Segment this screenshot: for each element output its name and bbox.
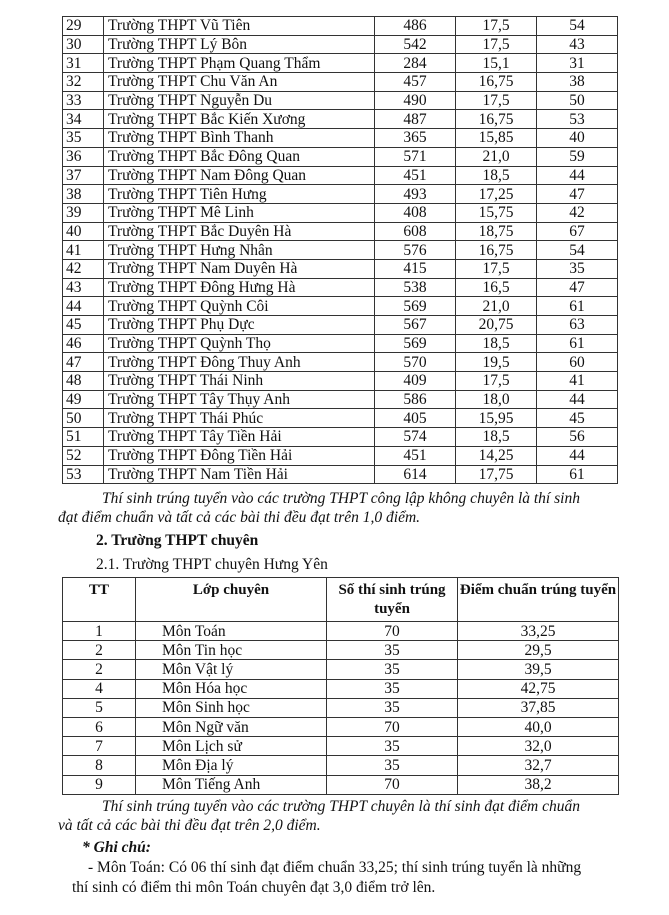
cell-number: 40 <box>63 222 104 241</box>
table-row <box>63 259 618 278</box>
cell-school-name: Trường THPT Chu Văn An <box>104 73 375 92</box>
table-row <box>63 185 618 204</box>
table-row <box>63 465 618 484</box>
cell-school-name: Trường THPT Phạm Quang Thẩm <box>104 54 375 73</box>
cell-cutoff-score: 18,75 <box>456 222 537 241</box>
table-row <box>63 679 619 698</box>
cell-cutoff-score: 18,5 <box>456 428 537 447</box>
cell-count: 54 <box>537 17 618 36</box>
cell-cutoff-score: 19,5 <box>456 353 537 372</box>
cell-cutoff-score: 17,5 <box>456 372 537 391</box>
table-row <box>63 698 619 717</box>
cell-class-name: Môn Hóa học <box>136 679 327 698</box>
header-count: Số thí sinh trúng tuyển <box>327 578 458 622</box>
table-row <box>63 641 619 660</box>
section-heading: 2. Trường THPT chuyên <box>96 532 259 549</box>
cell-number: 42 <box>63 259 104 278</box>
specialized-note-line1: Thí sinh trúng tuyển vào các trường THPT chuyên là thí sinh đạt điểm chuẩn <box>102 798 580 815</box>
table-row <box>63 17 618 36</box>
cell-school-name: Trường THPT Tây Tiền Hải <box>104 428 375 447</box>
cell-cutoff-score: 20,75 <box>456 316 537 335</box>
cell-count: 50 <box>537 91 618 110</box>
cell-number: 49 <box>63 390 104 409</box>
cell-count: 44 <box>537 166 618 185</box>
cell-count: 60 <box>537 353 618 372</box>
cell-number: 39 <box>63 203 104 222</box>
cell-number: 51 <box>63 428 104 447</box>
cell-cutoff-score: 38,2 <box>458 775 619 794</box>
cell-cutoff-score: 17,5 <box>456 35 537 54</box>
cell-school-name: Trường THPT Quỳnh Côi <box>104 297 375 316</box>
cell-count: 45 <box>537 409 618 428</box>
cell-quota: 576 <box>375 241 456 260</box>
cell-number: 53 <box>63 465 104 484</box>
cell-cutoff-score: 32,0 <box>458 737 619 756</box>
cell-number: 41 <box>63 241 104 260</box>
cell-cutoff-score: 39,5 <box>458 660 619 679</box>
cell-cutoff-score: 40,0 <box>458 717 619 736</box>
cell-count: 35 <box>327 679 458 698</box>
note-text-line2: thí sinh có điểm thi môn Toán chuyên đạt 3,0 điểm trở lên. <box>72 879 436 896</box>
cell-number: 52 <box>63 446 104 465</box>
cell-cutoff-score: 18,5 <box>456 334 537 353</box>
cell-school-name: Trường THPT Lý Bôn <box>104 35 375 54</box>
cell-quota: 457 <box>375 73 456 92</box>
cell-school-name: Trường THPT Tiên Hưng <box>104 185 375 204</box>
subsection-heading: 2.1. Trường THPT chuyên Hưng Yên <box>96 556 328 573</box>
cell-cutoff-score: 17,75 <box>456 465 537 484</box>
cell-school-name: Trường THPT Nam Duyên Hà <box>104 259 375 278</box>
table-row <box>63 717 619 736</box>
cell-number: 46 <box>63 334 104 353</box>
cell-cutoff-score: 42,75 <box>458 679 619 698</box>
cell-number: 5 <box>63 698 136 717</box>
cell-number: 34 <box>63 110 104 129</box>
cell-count: 47 <box>537 278 618 297</box>
cell-quota: 567 <box>375 316 456 335</box>
cell-school-name: Trường THPT Đông Hưng Hà <box>104 278 375 297</box>
cell-number: 36 <box>63 147 104 166</box>
cell-number: 31 <box>63 54 104 73</box>
cell-cutoff-score: 17,25 <box>456 185 537 204</box>
cell-count: 35 <box>327 756 458 775</box>
cell-number: 33 <box>63 91 104 110</box>
cell-number: 44 <box>63 297 104 316</box>
cell-school-name: Trường THPT Phụ Dực <box>104 316 375 335</box>
table-row <box>63 775 619 794</box>
cell-cutoff-score: 18,5 <box>456 166 537 185</box>
cell-class-name: Môn Tin học <box>136 641 327 660</box>
cell-count: 70 <box>327 775 458 794</box>
cell-school-name: Trường THPT Nguyễn Du <box>104 91 375 110</box>
cell-school-name: Trường THPT Đông Tiền Hải <box>104 446 375 465</box>
cell-class-name: Môn Tiếng Anh <box>136 775 327 794</box>
cell-school-name: Trường THPT Thái Phúc <box>104 409 375 428</box>
table-row <box>63 353 618 372</box>
cell-class-name: Môn Sinh học <box>136 698 327 717</box>
cell-number: 32 <box>63 73 104 92</box>
cell-quota: 490 <box>375 91 456 110</box>
cell-count: 70 <box>327 717 458 736</box>
cell-count: 35 <box>327 737 458 756</box>
cell-count: 43 <box>537 35 618 54</box>
cell-quota: 614 <box>375 465 456 484</box>
table-row <box>63 241 618 260</box>
cell-quota: 486 <box>375 17 456 36</box>
table-row <box>63 446 618 465</box>
cell-quota: 570 <box>375 353 456 372</box>
cell-number: 45 <box>63 316 104 335</box>
table-row <box>63 660 619 679</box>
cell-count: 67 <box>537 222 618 241</box>
cell-count: 61 <box>537 334 618 353</box>
cell-quota: 409 <box>375 372 456 391</box>
cell-quota: 451 <box>375 446 456 465</box>
cell-count: 35 <box>327 660 458 679</box>
table-row <box>63 409 618 428</box>
cell-school-name: Trường THPT Hưng Nhân <box>104 241 375 260</box>
cell-number: 2 <box>63 660 136 679</box>
cell-school-name: Trường THPT Quỳnh Thọ <box>104 334 375 353</box>
table-row <box>63 110 618 129</box>
cell-count: 44 <box>537 446 618 465</box>
table-row <box>63 147 618 166</box>
table-row <box>63 428 618 447</box>
cell-cutoff-score: 16,75 <box>456 241 537 260</box>
cell-quota: 451 <box>375 166 456 185</box>
table-row <box>63 203 618 222</box>
table-row <box>63 316 618 335</box>
cell-number: 50 <box>63 409 104 428</box>
table-header-row <box>63 578 619 622</box>
cell-count: 42 <box>537 203 618 222</box>
public-school-note-line2: đạt điểm chuẩn và tất cả các bài thi đều đạt trên 1,0 điểm. <box>58 509 421 526</box>
cell-quota: 408 <box>375 203 456 222</box>
cell-school-name: Trường THPT Đông Thuy Anh <box>104 353 375 372</box>
cell-class-name: Môn Lịch sử <box>136 737 327 756</box>
table-row <box>63 35 618 54</box>
cell-number: 47 <box>63 353 104 372</box>
cell-school-name: Trường THPT Nam Đông Quan <box>104 166 375 185</box>
public-school-note-line1: Thí sinh trúng tuyển vào các trường THPT công lập không chuyên là thí sinh <box>102 490 580 507</box>
cell-class-name: Môn Toán <box>136 622 327 641</box>
note-title: * Ghi chú: <box>82 839 151 856</box>
cell-count: 40 <box>537 129 618 148</box>
table-row <box>63 334 618 353</box>
cell-quota: 415 <box>375 259 456 278</box>
table-row <box>63 737 619 756</box>
cell-class-name: Môn Vật lý <box>136 660 327 679</box>
table-row <box>63 297 618 316</box>
header-class: Lớp chuyên <box>136 578 327 622</box>
cell-cutoff-score: 18,0 <box>456 390 537 409</box>
cell-number: 6 <box>63 717 136 736</box>
cell-number: 30 <box>63 35 104 54</box>
cell-count: 59 <box>537 147 618 166</box>
cell-class-name: Môn Địa lý <box>136 756 327 775</box>
table-row <box>63 54 618 73</box>
cell-count: 61 <box>537 465 618 484</box>
cell-count: 61 <box>537 297 618 316</box>
table-row <box>63 278 618 297</box>
cell-count: 70 <box>327 622 458 641</box>
cell-cutoff-score: 17,5 <box>456 91 537 110</box>
cell-school-name: Trường THPT Tây Thụy Anh <box>104 390 375 409</box>
cell-count: 53 <box>537 110 618 129</box>
cell-count: 38 <box>537 73 618 92</box>
cell-quota: 487 <box>375 110 456 129</box>
school-cutoff-table-body <box>63 17 618 484</box>
cell-number: 2 <box>63 641 136 660</box>
school-cutoff-table <box>62 16 618 484</box>
cell-school-name: Trường THPT Thái Ninh <box>104 372 375 391</box>
cell-number: 4 <box>63 679 136 698</box>
cell-number: 48 <box>63 372 104 391</box>
cell-quota: 586 <box>375 390 456 409</box>
table-row <box>63 622 619 641</box>
cell-school-name: Trường THPT Vũ Tiên <box>104 17 375 36</box>
cell-school-name: Trường THPT Bắc Đông Quan <box>104 147 375 166</box>
cell-quota: 571 <box>375 147 456 166</box>
cell-cutoff-score: 29,5 <box>458 641 619 660</box>
note-text-line1: - Môn Toán: Có 06 thí sinh đạt điểm chuẩn 33,25; thí sinh trúng tuyển là những <box>88 859 582 876</box>
cell-count: 35 <box>327 698 458 717</box>
cell-number: 29 <box>63 17 104 36</box>
cell-quota: 569 <box>375 334 456 353</box>
cell-cutoff-score: 15,95 <box>456 409 537 428</box>
cell-count: 44 <box>537 390 618 409</box>
cell-school-name: Trường THPT Bình Thanh <box>104 129 375 148</box>
header-score: Điểm chuẩn trúng tuyển <box>458 578 619 622</box>
cell-cutoff-score: 15,1 <box>456 54 537 73</box>
cell-count: 63 <box>537 316 618 335</box>
cell-number: 7 <box>63 737 136 756</box>
table-row <box>63 372 618 391</box>
cell-school-name: Trường THPT Nam Tiền Hải <box>104 465 375 484</box>
cell-quota: 569 <box>375 297 456 316</box>
table-row <box>63 166 618 185</box>
cell-count: 35 <box>327 641 458 660</box>
table-row <box>63 73 618 92</box>
header-tt: TT <box>63 578 136 622</box>
cell-school-name: Trường THPT Bắc Duyên Hà <box>104 222 375 241</box>
table-row <box>63 390 618 409</box>
cell-cutoff-score: 32,7 <box>458 756 619 775</box>
cell-cutoff-score: 17,5 <box>456 17 537 36</box>
cell-cutoff-score: 16,75 <box>456 110 537 129</box>
cell-count: 35 <box>537 259 618 278</box>
cell-count: 31 <box>537 54 618 73</box>
specialized-school-table <box>62 577 619 795</box>
cell-cutoff-score: 37,85 <box>458 698 619 717</box>
cell-quota: 542 <box>375 35 456 54</box>
cell-cutoff-score: 21,0 <box>456 297 537 316</box>
table-row <box>63 91 618 110</box>
cell-count: 54 <box>537 241 618 260</box>
cell-school-name: Trường THPT Bắc Kiến Xương <box>104 110 375 129</box>
cell-quota: 284 <box>375 54 456 73</box>
cell-number: 38 <box>63 185 104 204</box>
cell-number: 35 <box>63 129 104 148</box>
cell-number: 37 <box>63 166 104 185</box>
cell-class-name: Môn Ngữ văn <box>136 717 327 736</box>
cell-count: 56 <box>537 428 618 447</box>
cell-quota: 405 <box>375 409 456 428</box>
cell-quota: 365 <box>375 129 456 148</box>
cell-cutoff-score: 17,5 <box>456 259 537 278</box>
specialized-note-line2: và tất cả các bài thi đều đạt trên 2,0 điểm. <box>58 817 321 834</box>
cell-number: 8 <box>63 756 136 775</box>
cell-count: 47 <box>537 185 618 204</box>
cell-school-name: Trường THPT Mê Linh <box>104 203 375 222</box>
cell-cutoff-score: 16,75 <box>456 73 537 92</box>
cell-quota: 574 <box>375 428 456 447</box>
cell-cutoff-score: 33,25 <box>458 622 619 641</box>
cell-quota: 608 <box>375 222 456 241</box>
table-row <box>63 756 619 775</box>
cell-cutoff-score: 14,25 <box>456 446 537 465</box>
table-row <box>63 129 618 148</box>
cell-number: 1 <box>63 622 136 641</box>
cell-number: 43 <box>63 278 104 297</box>
cell-count: 41 <box>537 372 618 391</box>
cell-cutoff-score: 16,5 <box>456 278 537 297</box>
cell-cutoff-score: 15,75 <box>456 203 537 222</box>
cell-cutoff-score: 21,0 <box>456 147 537 166</box>
table-row <box>63 222 618 241</box>
cell-cutoff-score: 15,85 <box>456 129 537 148</box>
specialized-school-table-body <box>63 622 619 795</box>
cell-number: 9 <box>63 775 136 794</box>
cell-quota: 538 <box>375 278 456 297</box>
cell-quota: 493 <box>375 185 456 204</box>
